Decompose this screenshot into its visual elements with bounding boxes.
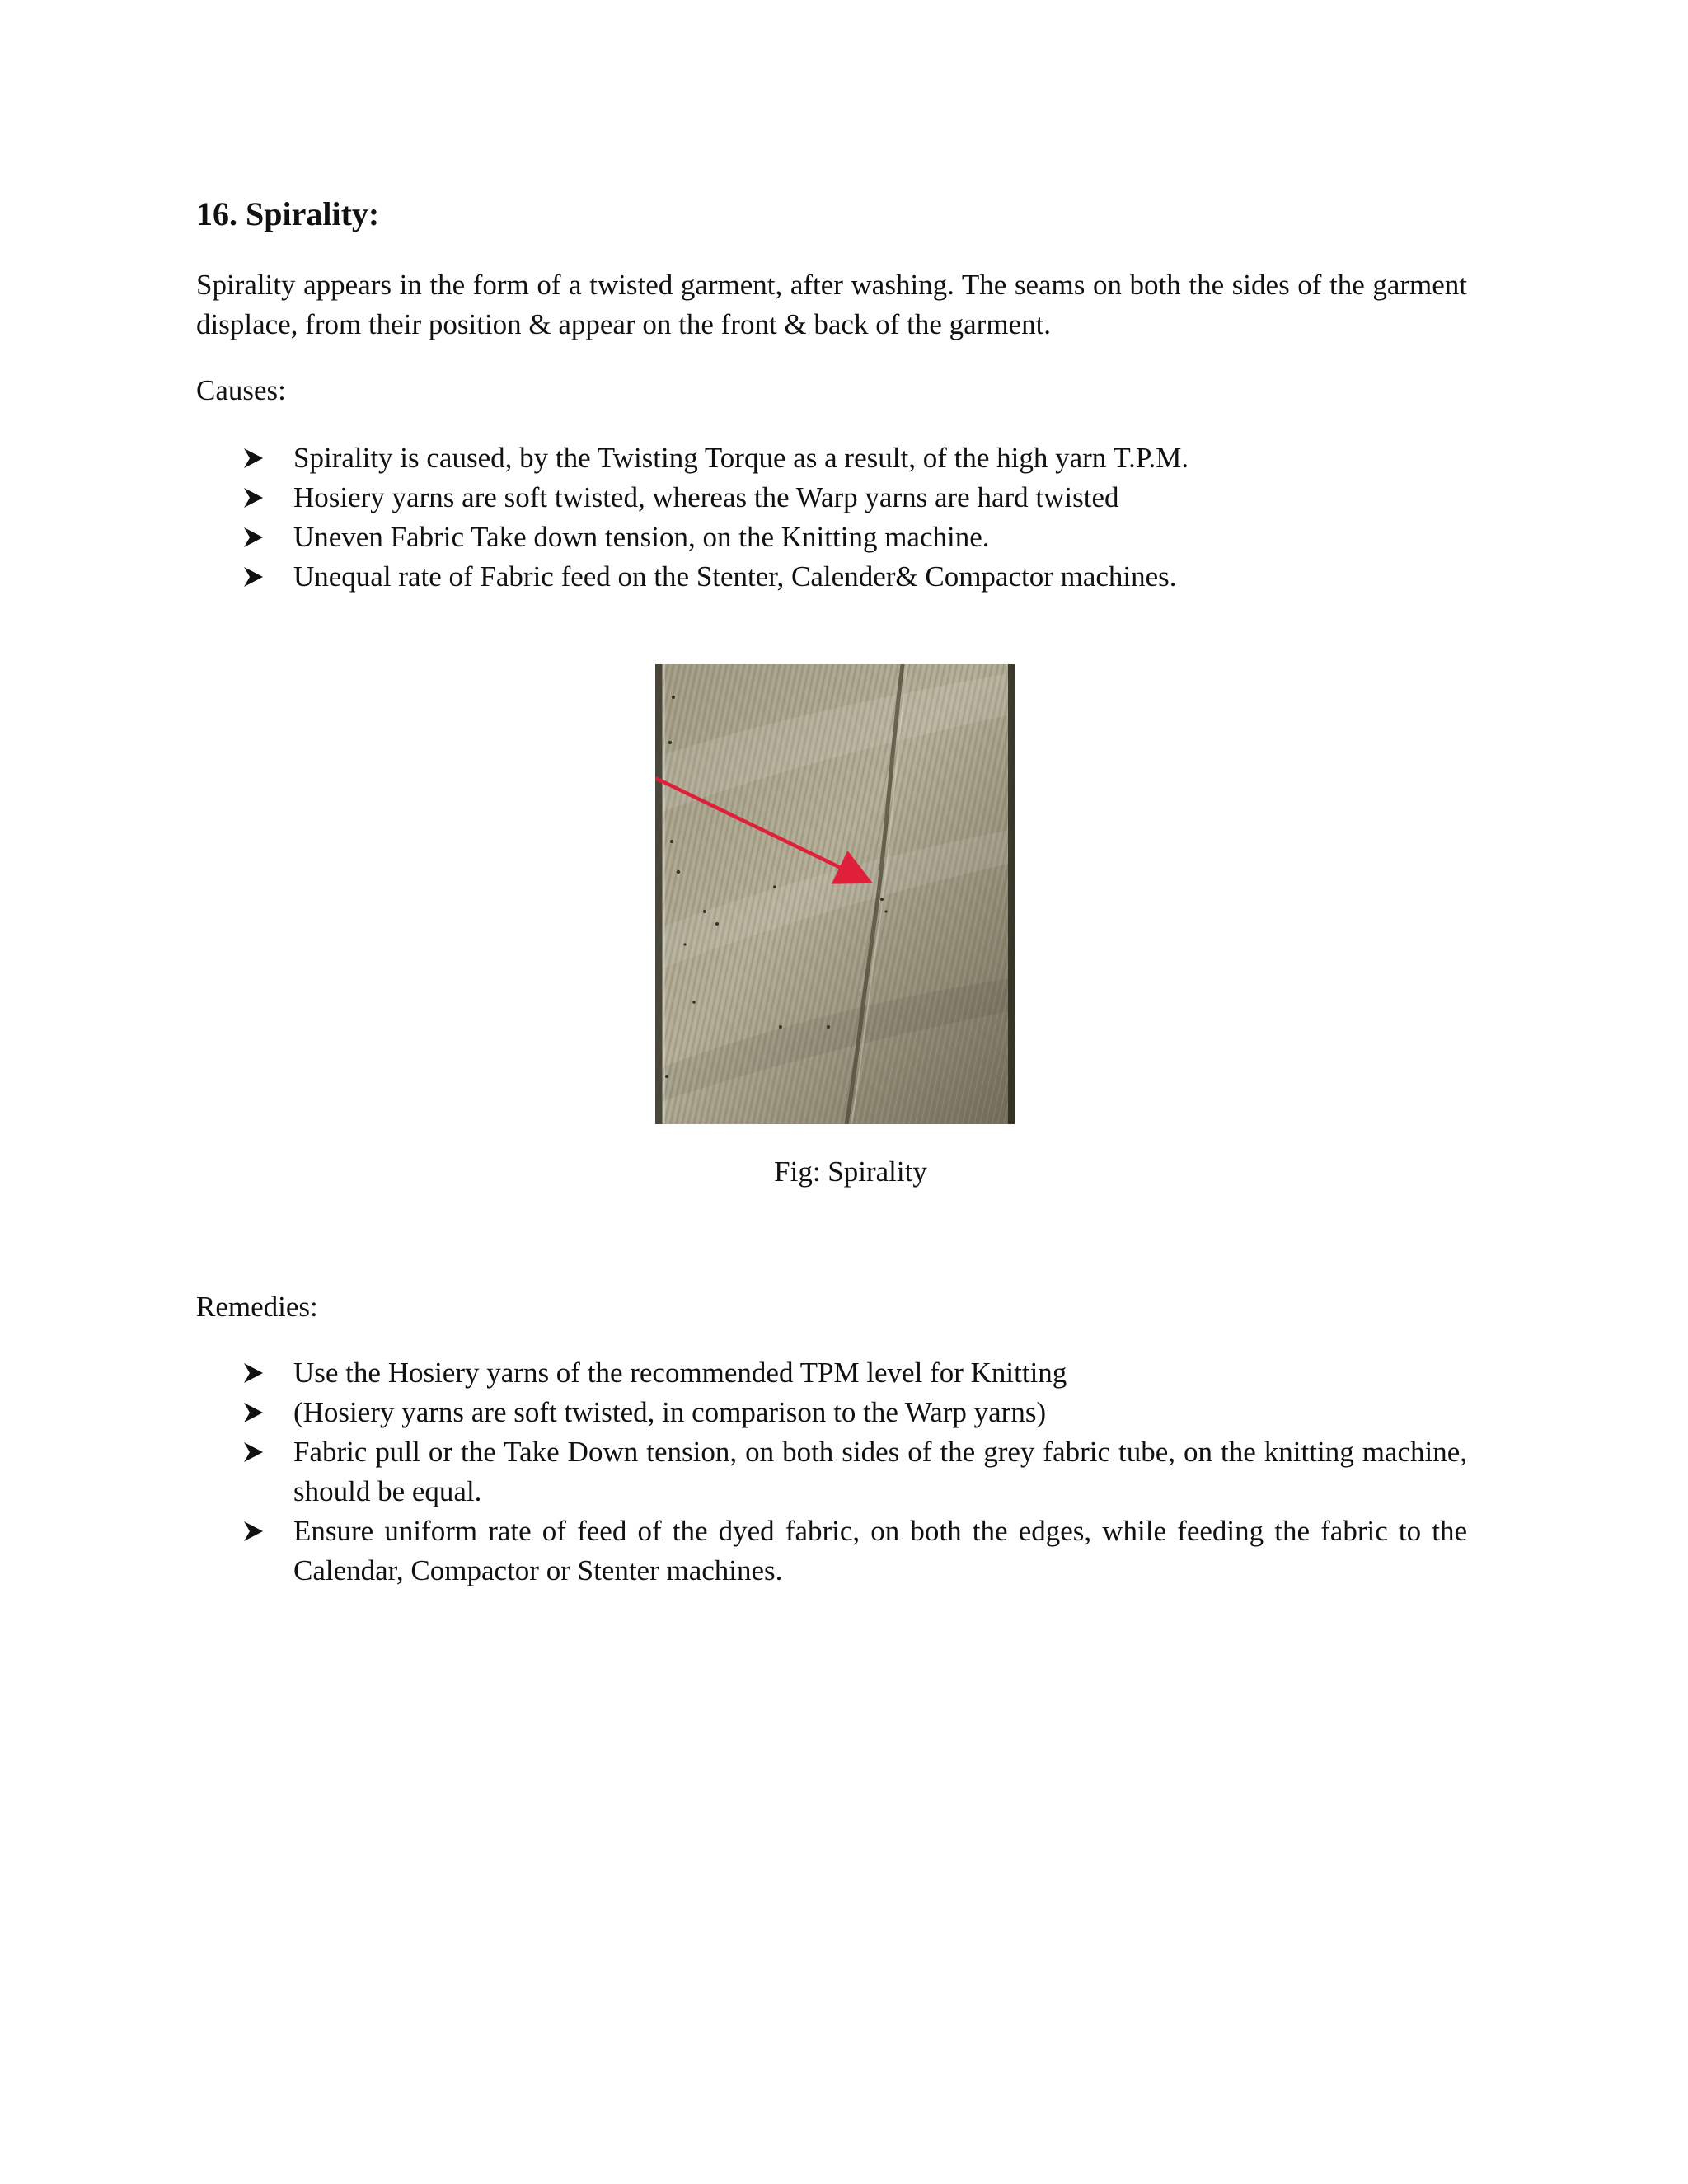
cause-text: Uneven Fabric Take down tension, on the Knitting machine.: [293, 521, 990, 553]
list-item: [242, 438, 1467, 478]
list-item: [242, 1393, 1467, 1432]
cause-text: Unequal rate of Fabric feed on the Stenter, Calender& Compactor machines.: [293, 560, 1177, 593]
arrowhead-bullet-icon: [242, 438, 264, 478]
section-title: 16. Spirality:: [196, 195, 380, 232]
arrowhead-bullet-icon: [242, 478, 264, 518]
list-item: [242, 1432, 1467, 1511]
arrowhead-bullet-icon: [242, 1432, 264, 1472]
cause-text: Hosiery yarns are soft twisted, whereas the Warp yarns are hard twisted: [293, 481, 1119, 513]
arrowhead-bullet-icon: [242, 518, 264, 557]
causes-list: [242, 438, 1467, 597]
intro-paragraph: Spirality appears in the form of a twisted garment, after washing. The seams on both the sides of the garment displace, from their position & appear on the front & back of the garment.: [196, 269, 1467, 340]
fabric-photo: [655, 664, 1015, 1124]
list-item: [242, 518, 1467, 557]
remedy-text: Ensure uniform rate of feed of the dyed fabric, on both the edges, while feeding the fabric to the Calendar, Compactor or Stenter machines.: [293, 1515, 1467, 1586]
arrowhead-bullet-icon: [242, 1353, 264, 1393]
spirality-fabric-image: [655, 664, 1015, 1124]
remedy-text: (Hosiery yarns are soft twisted, in comparison to the Warp yarns): [293, 1396, 1047, 1428]
list-item: [242, 478, 1467, 518]
figure-caption: Fig: Spirality: [774, 1155, 927, 1188]
list-item: [242, 557, 1467, 597]
list-item: [242, 1511, 1467, 1591]
remedy-text: Use the Hosiery yarns of the recommended TPM level for Knitting: [293, 1357, 1067, 1389]
remedies-label: Remedies:: [196, 1291, 318, 1323]
fabric-right-edge: [1008, 664, 1015, 1124]
arrowhead-bullet-icon: [242, 557, 264, 597]
list-item: [242, 1353, 1467, 1393]
arrowhead-bullet-icon: [242, 1393, 264, 1432]
remedies-list: [242, 1353, 1467, 1591]
arrowhead-bullet-icon: [242, 1511, 264, 1551]
remedy-text: Fabric pull or the Take Down tension, on both sides of the grey fabric tube, on the knitting machine, should be equal.: [293, 1436, 1467, 1507]
causes-label: Causes:: [196, 374, 286, 406]
cause-text: Spirality is caused, by the Twisting Torque as a result, of the high yarn T.P.M.: [293, 442, 1189, 474]
